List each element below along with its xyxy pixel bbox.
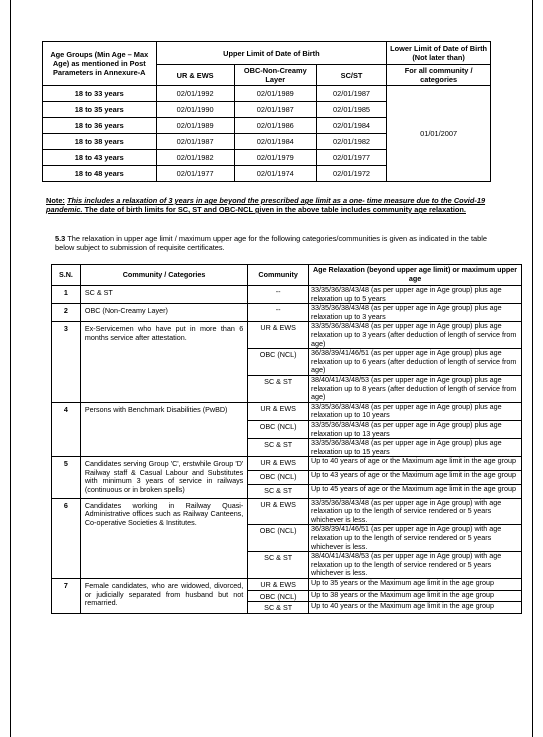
relaxation-cell: Up to 35 years or the Maximum age limit in the age group	[309, 579, 522, 591]
relaxation-cell: 33/35/36/38/43/48 (as per upper age in Age group) plus age relaxation up to 5 years	[309, 286, 522, 304]
category-cell: Candidates serving Group 'C', erstwhile Group 'D' Railway staff & Casual Labour and Substitutes with minimum 3 years of service in railways (continuous or in broken spells)	[80, 457, 247, 498]
age-group-cell: 18 to 43 years	[43, 150, 157, 166]
covid-relaxation-note	[46, 196, 488, 214]
table-header-row	[43, 42, 491, 65]
all-community-header: For all community / categories	[387, 65, 491, 86]
sn-header: S.N.	[52, 265, 81, 286]
upper-limit-header: Upper Limit of Date of Birth	[156, 42, 387, 65]
lower-limit-date-cell: 01/01/2007	[387, 86, 491, 182]
community-cell: OBC (NCL)	[248, 525, 309, 552]
relaxation-cell: 33/35/36/38/43/48 (as per upper age in Age group) plus age relaxation up to 3 years	[309, 304, 522, 322]
relaxation-cell: 38/40/41/43/48/53 (as per upper age in Age group) plus age relaxation up to 8 years (after deduction of length of service from age)	[309, 375, 522, 402]
community-cell: UR & EWS	[248, 498, 309, 525]
relaxation-cell: 36/38/39/41/46/51 (as per upper age in Age group) with age relaxation up to the length of service rendered or 5 years whichever is less.	[309, 525, 522, 552]
table-row	[52, 579, 522, 591]
community-cell: OBC (NCL)	[248, 349, 309, 376]
section-text: The relaxation in upper age limit / maximum upper age for the following categories/communities is given as indicated in the table below subject to submission of requisite certificates.	[55, 234, 488, 252]
age-group-cell: 18 to 36 years	[43, 118, 157, 134]
community-cell: OBC (NCL)	[248, 590, 309, 602]
section-number: 5.3	[55, 234, 66, 243]
community-cell: SC & ST	[248, 552, 309, 579]
community-cell: OBC (NCL)	[248, 420, 309, 438]
age-group-cell: 18 to 48 years	[43, 166, 157, 182]
ur-date-cell: 02/01/1977	[156, 166, 234, 182]
relaxation-cell: 33/35/36/38/43/48 (as per upper age in Age group) with age relaxation up to the length of service rendered or 5 years whichever is less.	[309, 498, 522, 525]
age-group-cell: 18 to 35 years	[43, 102, 157, 118]
lower-limit-header: Lower Limit of Date of Birth (Not later than)	[387, 42, 491, 65]
community-cell: SC & ST	[248, 484, 309, 498]
sn-cell: 4	[52, 402, 81, 457]
obc-date-cell: 02/01/1979	[234, 150, 316, 166]
note-text: The date of birth limits for SC, ST and OBC-NCL given in the above table includes community age relaxation.	[82, 205, 466, 214]
ur-ews-header: UR & EWS	[156, 65, 234, 86]
obc-header: OBC-Non-Creamy Layer	[234, 65, 316, 86]
category-cell: Candidates working in Railway Quasi-Administrative offices such as Railway Canteens, Co-operative Societies & Institutes.	[80, 498, 247, 578]
sc-date-cell: 02/01/1977	[316, 150, 386, 166]
table-row	[52, 457, 522, 471]
ur-date-cell: 02/01/1982	[156, 150, 234, 166]
category-header: Community / Categories	[80, 265, 247, 286]
category-cell: Ex-Servicemen who have put in more than 6 months service after attestation.	[80, 322, 247, 402]
ur-date-cell: 02/01/1989	[156, 118, 234, 134]
page-border-left	[10, 0, 11, 737]
note-label: Note:	[46, 196, 65, 205]
note-italic-text: This includes a relaxation of 3 years in age beyond the prescribed age limit as a one- time measure due to the Covid-19 pandemic.	[46, 196, 486, 214]
section-5-3	[55, 234, 487, 252]
community-cell: SC & ST	[248, 439, 309, 457]
ur-date-cell: 02/01/1992	[156, 86, 234, 102]
relaxation-cell: 33/35/36/38/43/48 (as per upper age in Age group) plus age relaxation up to 13 years	[309, 420, 522, 438]
community-header: Community	[248, 265, 309, 286]
relaxation-cell: 33/35/36/38/43/48 (as per upper age in Age group) plus age relaxation up to 3 years (after deduction of length of service from age)	[309, 322, 522, 349]
table-row	[43, 86, 491, 102]
age-limit-table	[42, 41, 491, 182]
relaxation-cell: Up to 38 years or the Maximum age limit in the age group	[309, 590, 522, 602]
table-row	[52, 498, 522, 525]
table-row	[52, 304, 522, 322]
sc-date-cell: 02/01/1985	[316, 102, 386, 118]
obc-date-cell: 02/01/1987	[234, 102, 316, 118]
table-row	[52, 286, 522, 304]
relaxation-cell: Up to 43 years of age or the Maximum age limit in the age group	[309, 471, 522, 485]
sc-date-cell: 02/01/1984	[316, 118, 386, 134]
category-cell: Persons with Benchmark Disabilities (PwBD)	[80, 402, 247, 457]
relaxation-cell: 33/35/36/38/43/48 (as per upper age in Age group) plus age relaxation up to 15 years	[309, 439, 522, 457]
sn-cell: 3	[52, 322, 81, 402]
community-cell: UR & EWS	[248, 457, 309, 471]
relaxation-cell: Up to 40 years or the Maximum age limit in the age group	[309, 602, 522, 614]
community-cell: OBC (NCL)	[248, 471, 309, 485]
table-row	[52, 402, 522, 420]
sn-cell: 1	[52, 286, 81, 304]
community-cell: SC & ST	[248, 375, 309, 402]
category-cell: SC & ST	[80, 286, 247, 304]
community-cell: UR & EWS	[248, 402, 309, 420]
table-row	[52, 322, 522, 349]
sn-cell: 6	[52, 498, 81, 578]
relaxation-header: Age Relaxation (beyond upper age limit) or maximum upper age	[309, 265, 522, 286]
relaxation-cell: Up to 45 years of age or the Maximum age limit in the age group	[309, 484, 522, 498]
age-groups-header: Age Groups (Min Age – Max Age) as mentioned in Post Parameters in Annexure-A	[43, 42, 157, 86]
community-cell: --	[248, 304, 309, 322]
relaxation-cell: 33/35/36/38/43/48 (as per upper age in Age group) plus age relaxation up to 10 years	[309, 402, 522, 420]
age-group-cell: 18 to 33 years	[43, 86, 157, 102]
obc-date-cell: 02/01/1974	[234, 166, 316, 182]
relaxation-cell: 36/38/39/41/46/51 (as per upper age in Age group) plus age relaxation up to 6 years (after deduction of length of service from age)	[309, 349, 522, 376]
table-header-row	[52, 265, 522, 286]
community-cell: UR & EWS	[248, 579, 309, 591]
sn-cell: 5	[52, 457, 81, 498]
page-border-right	[532, 0, 533, 737]
relaxation-cell: Up to 40 years of age or the Maximum age limit in the age group	[309, 457, 522, 471]
community-cell: --	[248, 286, 309, 304]
ur-date-cell: 02/01/1990	[156, 102, 234, 118]
obc-date-cell: 02/01/1989	[234, 86, 316, 102]
scst-header: SC/ST	[316, 65, 386, 86]
obc-date-cell: 02/01/1986	[234, 118, 316, 134]
sc-date-cell: 02/01/1982	[316, 134, 386, 150]
sn-cell: 2	[52, 304, 81, 322]
age-group-cell: 18 to 38 years	[43, 134, 157, 150]
category-cell: OBC (Non-Creamy Layer)	[80, 304, 247, 322]
relaxation-cell: 38/40/41/43/48/53 (as per upper age in Age group) with age relaxation up to the length of service rendered or 5 years whichever is less.	[309, 552, 522, 579]
ur-date-cell: 02/01/1987	[156, 134, 234, 150]
age-relaxation-table	[51, 264, 522, 614]
community-cell: UR & EWS	[248, 322, 309, 349]
community-cell: SC & ST	[248, 602, 309, 614]
sc-date-cell: 02/01/1987	[316, 86, 386, 102]
sc-date-cell: 02/01/1972	[316, 166, 386, 182]
category-cell: Female candidates, who are widowed, divorced, or judicially separated from husband but not remarried.	[80, 579, 247, 614]
sn-cell: 7	[52, 579, 81, 614]
obc-date-cell: 02/01/1984	[234, 134, 316, 150]
